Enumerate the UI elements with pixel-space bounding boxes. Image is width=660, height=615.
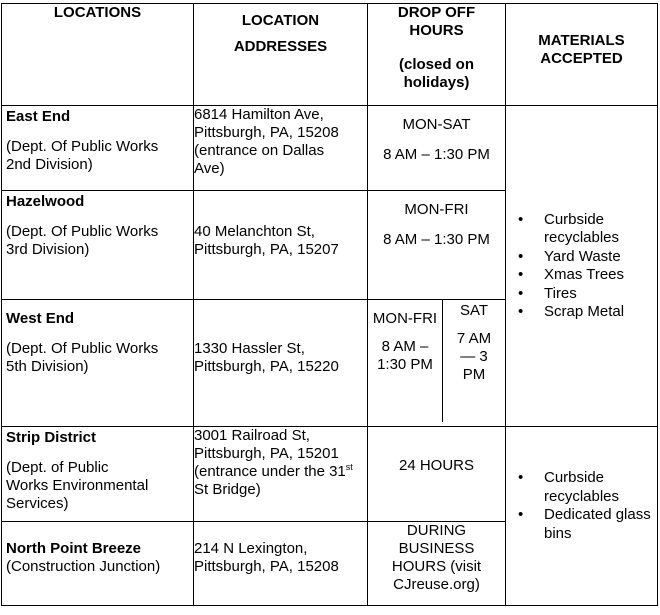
list-item: • Tires [512,285,657,304]
location-name: Hazelwood [6,193,85,210]
list-item: • Curbside recyclables [512,211,657,248]
address-cell: 1330 Hassler St, Pittsburgh, PA, 15220 [194,300,368,427]
address-cell: 214 N Lexington, Pittsburgh, PA, 15208 [194,522,368,606]
hours-cell: MON-SAT 8 AM – 1:30 PM [368,106,506,191]
location-cell [2,300,194,427]
header-locations: LOCATIONS [2,4,194,106]
location-dept: (Construction Junction) [6,558,161,575]
hours-cell: DURING BUSINESS HOURS (visit CJreuse.org) [368,522,506,606]
materials-cell [506,106,658,427]
location-cell [2,191,194,300]
list-item: • Yard Waste [512,248,657,267]
location-name: East End [6,108,71,125]
table-row [2,106,658,191]
address-cell: 6814 Hamilton Ave, Pittsburgh, PA, 15208 (entrance on Dallas Ave) [194,106,368,191]
list-item: • Curbside recyclables [512,469,657,506]
location-name: North Point Breeze [6,540,142,557]
location-dept: (Dept. Of Public Works 5th Division) [6,340,159,375]
location-name: West End [6,310,75,327]
hours-cell: 24 HOURS [368,427,506,522]
table-row [2,427,658,522]
list-item: • Scrap Metal [512,303,657,322]
location-dept: (Dept. Of Public Works 3rd Division) [6,223,159,258]
header-dropoff-hours: DROP OFF HOURS (closed on holidays) [368,4,506,106]
location-dept: (Dept. of Public Works Environmental Services) [6,459,149,512]
location-cell [2,427,194,522]
materials-list [506,211,657,322]
hours-cell [368,300,506,427]
header-row [2,4,658,106]
location-dept: (Dept. Of Public Works 2nd Division) [6,138,159,173]
header-addresses: LOCATION ADDRESSES [194,4,368,106]
address-cell: 40 Melanchton St, Pittsburgh, PA, 15207 [194,191,368,300]
materials-cell [506,427,658,606]
list-item: • Dedicated glass bins [512,506,657,543]
location-cell [2,522,194,606]
location-name: Strip District [6,429,97,446]
dropoff-locations-table [1,3,658,606]
weekday-hours: MON-FRI 8 AM – 1:30 PM [368,300,443,422]
list-item: • Xmas Trees [512,266,657,285]
hours-cell: MON-FRI 8 AM – 1:30 PM [368,191,506,300]
header-materials: MATERIALS ACCEPTED [506,4,658,106]
saturday-hours: SAT 7 AM — 3 PM [456,302,492,383]
address-cell: 3001 Railroad St, Pittsburgh, PA, 15201 (entrance under the 31st St Bridge) [194,427,368,522]
location-cell [2,106,194,191]
materials-list [506,469,657,543]
